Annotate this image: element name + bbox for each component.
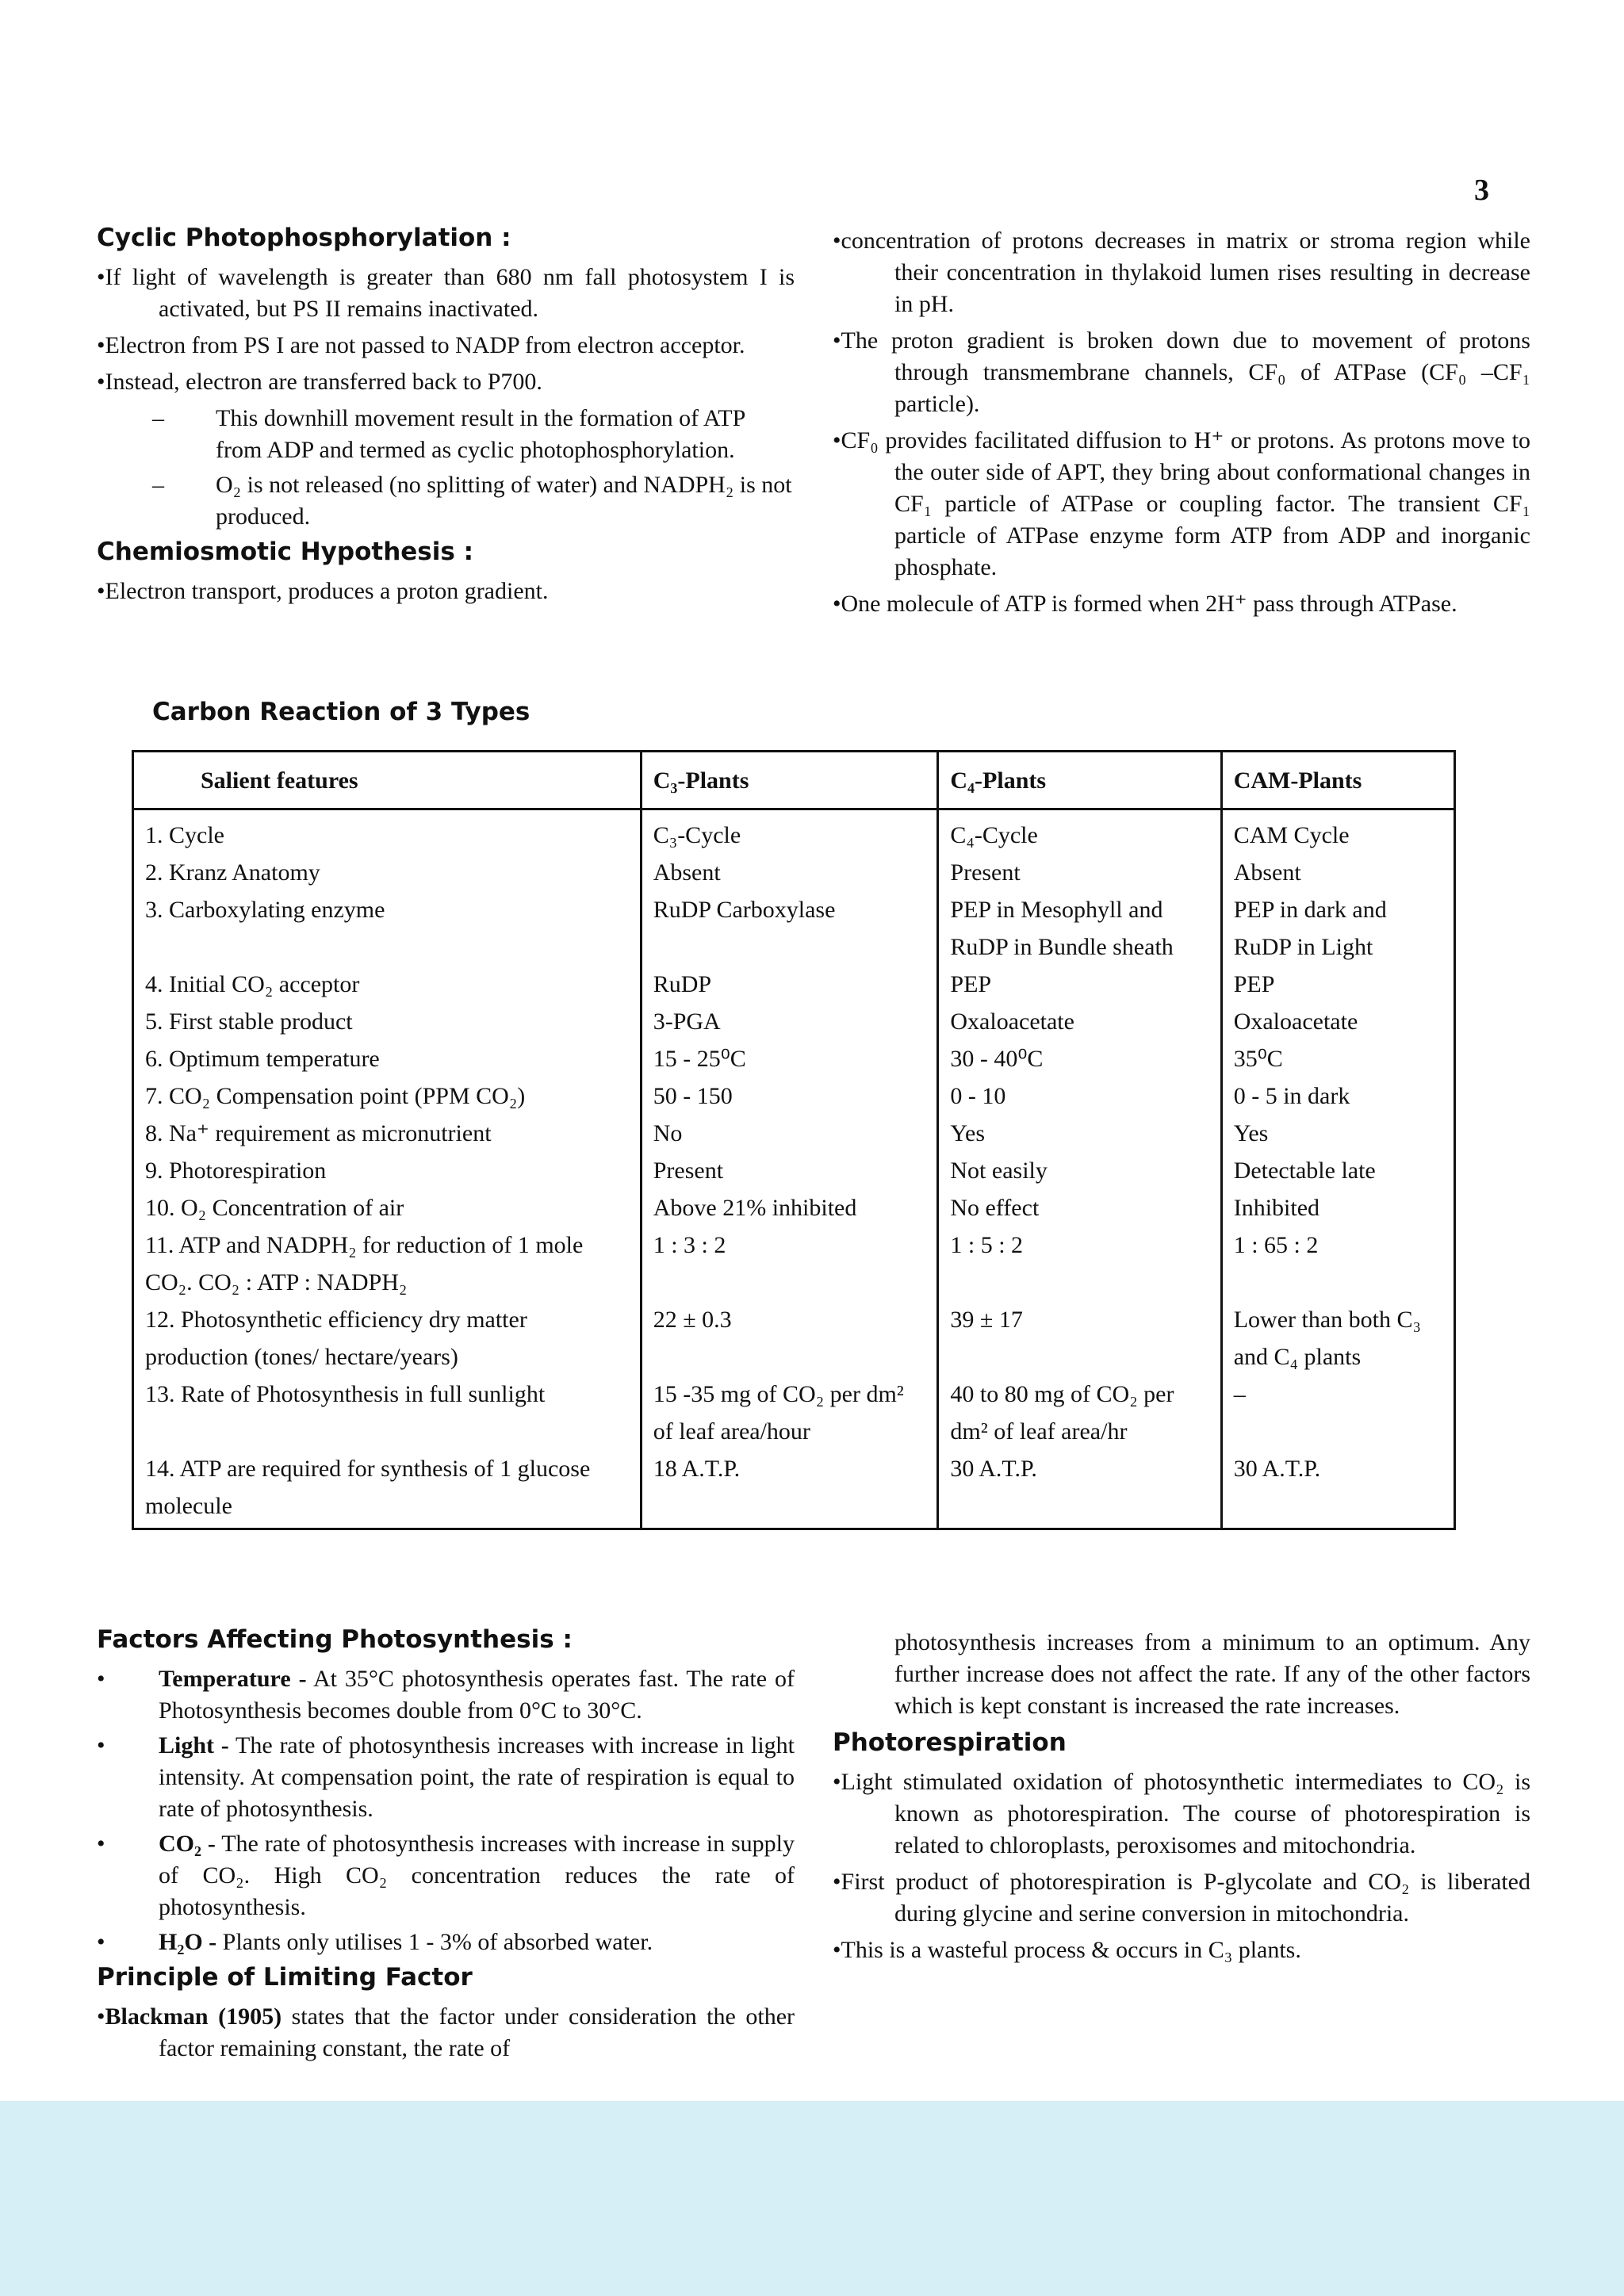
bottom-left-column (97, 1624, 795, 2069)
value-cell: Absent (1221, 854, 1454, 891)
bullet-icon: • (97, 1831, 105, 1857)
feature-cell: 4. Initial CO₂ acceptor (133, 966, 642, 1003)
limiting-paragraph: •Blackman (1905) states that the factor under consideration the other factor remaining constant, the rate of (97, 2003, 795, 2061)
factors-heading: Factors Affecting Photosynthesis : (97, 1625, 573, 1654)
top-right-column (833, 225, 1530, 625)
table-header-row (133, 752, 1455, 809)
feature-cell: 5. First stable product (133, 1003, 642, 1040)
factor-term: H₂O - (159, 1929, 217, 1955)
factor-text: At 35°C photosynthesis operates fast. The rate of Photosynthesis becomes double from 0°C to 30°C. (159, 1666, 795, 1724)
factor-term: Light - (159, 1732, 229, 1758)
value-cell: Lower than both C₃ and C₄ plants (1221, 1301, 1454, 1376)
value-cell: Yes (938, 1115, 1221, 1152)
top-left-column (97, 222, 795, 612)
value-cell: 39 ± 17 (938, 1301, 1221, 1376)
factor-term: CO₂ - (159, 1831, 216, 1857)
value-cell: RuDP (641, 966, 938, 1003)
photorespiration-point-2: •First product of photorespiration is P-glycolate and CO₂ is liberated during glycine and serine conversion in mitochondria. (833, 1869, 1530, 1927)
table-title: Carbon Reaction of 3 Types (152, 698, 530, 726)
proton-point-4: •One molecule of ATP is formed when 2H⁺ pass through ATPase. (833, 591, 1457, 617)
bullet-icon: • (97, 1929, 105, 1955)
value-cell: C₄-Cycle (938, 809, 1221, 855)
value-cell: Oxaloacetate (1221, 1003, 1454, 1040)
feature-cell: 11. ATP and NADPH₂ for reduction of 1 mole CO₂. CO₂ : ATP : NADPH₂ (133, 1226, 642, 1301)
factor-item (97, 1828, 795, 1923)
table-row (133, 809, 1455, 855)
factor-item (97, 1663, 795, 1727)
value-cell: 18 A.T.P. (641, 1450, 938, 1529)
value-cell: 1 : 65 : 2 (1221, 1226, 1454, 1301)
table-row (133, 891, 1455, 966)
photorespiration-point-3: •This is a wasteful process & occurs in C₃ plants. (833, 1937, 1301, 1963)
proton-point-1: •concentration of protons decreases in matrix or stroma region while their concentration in thylakoid lumen rises resulting in decrease in pH. (833, 228, 1530, 317)
cyclic-point-2: •Electron from PS I are not passed to NADP from electron acceptor. (97, 332, 745, 358)
value-cell: 40 to 80 mg of CO₂ per dm² of leaf area/hr (938, 1376, 1221, 1450)
value-cell: 1 : 3 : 2 (641, 1226, 938, 1301)
table-row (133, 1003, 1455, 1040)
feature-cell: 7. CO₂ Compensation point (PPM CO₂) (133, 1077, 642, 1115)
factor-text: The rate of photosynthesis increases with increase in light intensity. At compensation point, the rate of respiration is equal to rate of photosynthesis. (159, 1732, 795, 1822)
table-body (133, 809, 1455, 1529)
value-cell: No (641, 1115, 938, 1152)
value-cell: C₃-Cycle (641, 809, 938, 855)
factor-item (97, 1730, 795, 1825)
value-cell: Above 21% inhibited (641, 1189, 938, 1226)
value-cell: – (1221, 1376, 1454, 1450)
proton-point-2: •The proton gradient is broken down due to movement of protons through transmembrane channels, CF₀ of ATPase (CF₀ –CF₁ particle). (833, 327, 1530, 417)
value-cell: Present (641, 1152, 938, 1189)
table-row (133, 1376, 1455, 1450)
feature-cell: 8. Na⁺ requirement as micronutrient (133, 1115, 642, 1152)
value-cell: PEP (1221, 966, 1454, 1003)
value-cell: Oxaloacetate (938, 1003, 1221, 1040)
value-cell: PEP in dark and RuDP in Light (1221, 891, 1454, 966)
proton-point-3: •CF₀ provides facilitated diffusion to H⁺ or protons. As protons move to the outer side of APT, they bring about conformational changes in CF₁ particle of ATPase or coupling factor. The transient CF₁ particle of ATPase enzyme form ATP from ADP and inorganic phosphate. (833, 427, 1530, 580)
value-cell: CAM Cycle (1221, 809, 1454, 855)
feature-cell: 1. Cycle (133, 809, 642, 855)
value-cell: 0 - 5 in dark (1221, 1077, 1454, 1115)
factor-text: Plants only utilises 1 - 3% of absorbed water. (216, 1929, 653, 1955)
value-cell: Inhibited (1221, 1189, 1454, 1226)
value-cell: Present (938, 854, 1221, 891)
limiting-lead: Blackman (1905) (105, 2003, 282, 2030)
header-cell: Salient features (133, 752, 642, 809)
feature-cell: 3. Carboxylating enzyme (133, 891, 642, 966)
page-number: 3 (1474, 174, 1489, 207)
value-cell: 0 - 10 (938, 1077, 1221, 1115)
chemiosmotic-point-1: •Electron transport, produces a proton gradient. (97, 578, 549, 604)
factor-item (97, 1927, 795, 1958)
comparison-table (132, 750, 1456, 1530)
feature-cell: 10. O₂ Concentration of air (133, 1189, 642, 1226)
table-row (133, 1226, 1455, 1301)
table-row (133, 854, 1455, 891)
cyclic-subpoint-2: – O₂ is not released (no splitting of water) and NADPH₂ is not produced. (97, 469, 795, 533)
feature-cell: 14. ATP are required for synthesis of 1 glucose molecule (133, 1450, 642, 1529)
value-cell: 50 - 150 (641, 1077, 938, 1115)
header-cell: CAM-Plants (1221, 752, 1454, 809)
limiting-continued: photosynthesis increases from a minimum to an optimum. Any further increase does not affect the rate. If any of the other factors which is kept constant is increased the rate increases. (894, 1629, 1530, 1719)
value-cell: 35⁰C (1221, 1040, 1454, 1077)
factors-list (97, 1663, 795, 1958)
cyclic-subpoint-1: – This downhill movement result in the formation of ATP from ADP and termed as cyclic photophosphorylation. (97, 403, 795, 466)
cyclic-point-3: •Instead, electron are transferred back to P700. (97, 369, 542, 395)
value-cell: Absent (641, 854, 938, 891)
table-row (133, 1189, 1455, 1226)
feature-cell: 13. Rate of Photosynthesis in full sunlight (133, 1376, 642, 1450)
value-cell: RuDP Carboxylase (641, 891, 938, 966)
table-row (133, 1152, 1455, 1189)
photorespiration-heading: Photorespiration (833, 1728, 1067, 1757)
limiting-text: states that the factor under consideration the other factor remaining constant, the rate of (159, 2003, 795, 2061)
value-cell: 30 - 40⁰C (938, 1040, 1221, 1077)
value-cell: Not easily (938, 1152, 1221, 1189)
factor-term: Temperature - (159, 1666, 307, 1692)
footer-band (0, 2101, 1624, 2296)
value-cell: PEP (938, 966, 1221, 1003)
cyclic-heading: Cyclic Photophosphorylation : (97, 224, 511, 252)
feature-cell: 2. Kranz Anatomy (133, 854, 642, 891)
table-row (133, 966, 1455, 1003)
factor-text: The rate of photosynthesis increases with increase in supply of CO₂. High CO₂ concentration reduces the rate of photosynthesis. (159, 1831, 795, 1920)
header-cell: C₄-Plants (938, 752, 1221, 809)
value-cell: No effect (938, 1189, 1221, 1226)
limiting-heading: Principle of Limiting Factor (97, 1963, 473, 1992)
cyclic-point-1: •If light of wavelength is greater than 680 nm fall photosystem I is activated, but PS II remains inactivated. (97, 264, 795, 322)
chemiosmotic-heading: Chemiosmotic Hypothesis : (97, 538, 474, 566)
value-cell: Yes (1221, 1115, 1454, 1152)
value-cell: 30 A.T.P. (1221, 1450, 1454, 1529)
table-row (133, 1115, 1455, 1152)
value-cell: PEP in Mesophyll and RuDP in Bundle sheath (938, 891, 1221, 966)
value-cell: 30 A.T.P. (938, 1450, 1221, 1529)
header-cell: C₃-Plants (641, 752, 938, 809)
value-cell: 22 ± 0.3 (641, 1301, 938, 1376)
value-cell: 3-PGA (641, 1003, 938, 1040)
value-cell: 15 -35 mg of CO₂ per dm² of leaf area/hour (641, 1376, 938, 1450)
value-cell: 1 : 5 : 2 (938, 1226, 1221, 1301)
bullet-icon: • (97, 1666, 105, 1692)
table-row (133, 1450, 1455, 1529)
photorespiration-point-1: •Light stimulated oxidation of photosynthetic intermediates to CO₂ is known as photorespiration. The course of photorespiration is related to chloroplasts, peroxisomes and mitochondria. (833, 1769, 1530, 1858)
table-row (133, 1301, 1455, 1376)
feature-cell: 12. Photosynthetic efficiency dry matter production (tones/ hectare/years) (133, 1301, 642, 1376)
table-row (133, 1077, 1455, 1115)
value-cell: 15 - 25⁰C (641, 1040, 938, 1077)
feature-cell: 9. Photorespiration (133, 1152, 642, 1189)
bottom-right-column (833, 1627, 1530, 1971)
bullet-icon: • (97, 1732, 105, 1758)
feature-cell: 6. Optimum temperature (133, 1040, 642, 1077)
table-row (133, 1040, 1455, 1077)
value-cell: Detectable late (1221, 1152, 1454, 1189)
